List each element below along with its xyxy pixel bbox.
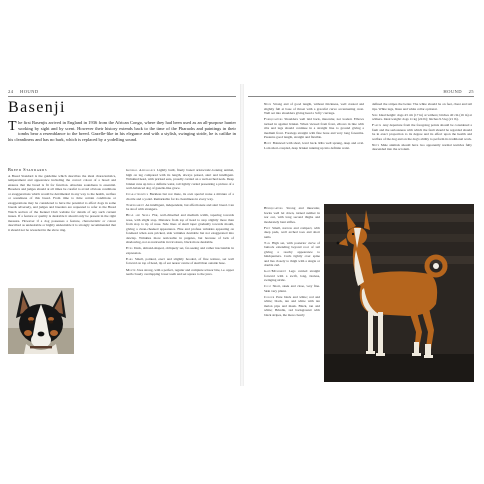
standard-entry — [264, 206, 320, 224]
standard-entry — [126, 192, 234, 201]
standard-term: Eyes — [126, 246, 135, 251]
breed-title: Basenji — [8, 99, 66, 116]
standard-term: Temperament — [126, 202, 146, 207]
right-page — [244, 84, 478, 386]
standard-entry — [126, 257, 234, 266]
standard-text: Strong and of good length, without thickness, well crested and slightly full at base of throat with a graceful curve accentuating crest. Well set into shoulders giving head a 'lofty' carriage. — [264, 102, 364, 115]
standards-text: A Breed Standard is the guideline which describes the ideal characteristics, temperament and appearance including the correct colour of a breed and ensures that the breed is fit for function. Absolute soundness is essential. Breeders and judges should at all times be careful to avoid obvious conditions or exaggerations which would be detrimental in any way to the health, welfare or soundness of this breed. From time to time certain conditions or exaggerations may be considered to have the potential to affect dogs in some breeds adversely, and judges and breeders are requested to refer to the Breed Watch section of the Kennel Club website for details of any such current issues. If a feature or quality is desirable it should only be present in the right measure. However if a dog possesses a feature, characteristic or colour described as undesirable or highly undesirable it is strongly recommended that it should not be rewarded in the show ring. — [8, 173, 116, 232]
standard-term: Gait/Movement — [264, 269, 289, 274]
standard-text: An intelligent, independent, but affectionate and alert breed. Can be aloof with strangers. — [126, 202, 234, 212]
standard-text: Flat, well-chiselled and medium width, tapering towards nose, with slight stop. Distance from top of head to stop slightly more than from stop to tip of nose. Side lines of skull taper gradually towards mouth, giving a clean-cheeked appearance. Fine and profuse wrinkles appearing on forehead when ears pricked, side wrinkles desirable but not exaggerated into dewlap. Wrinkles more noticeable in puppies, but because of lack of shadowing, not as noticeable in tricolours, black more desirable. — [126, 213, 234, 245]
right-page-header — [244, 89, 478, 97]
standard-term: Ears — [126, 256, 135, 261]
basenji-head-photo — [8, 288, 74, 354]
standard-term: Head and Skull — [126, 213, 153, 218]
standard-entry — [264, 226, 320, 240]
standard-term: Size — [372, 112, 379, 117]
page-number: 24 — [8, 89, 14, 94]
intro-paragraph — [8, 120, 236, 142]
standard-term: Neck — [264, 102, 273, 106]
standard-entry — [126, 268, 234, 277]
standard-text: Short, sleek and close, very fine. Skin very pliant. — [264, 284, 320, 293]
left-page-header — [4, 89, 240, 97]
standard-text: Jaws strong, with a perfect, regular and complete scissor bite, i.e. upper teeth closely overlapping lower teeth and set square to the jaws. — [126, 267, 234, 277]
standard-entry — [264, 141, 364, 150]
standard-term: Characteristics — [126, 192, 150, 197]
standard-term: Feet — [264, 225, 273, 230]
standard-term: Body — [264, 141, 273, 146]
standard-text: Lightly built, finely boned aristocratic-looking animal, high on leg compared with its length, always poised, alert and intelligent. Wrinkled head, with pricked ears, proudly carried on a well-arched neck. Deep brisket runs up into a definite waist, tail tightly curled presenting a picture of a well-balanced dog of gazelle-like grace. — [126, 168, 235, 190]
right-column-1 — [264, 102, 364, 152]
standard-entry — [372, 143, 472, 152]
standard-text: Small, narrow and compact, with deep pads, well arched toes and short nails. — [264, 225, 320, 239]
standard-entry — [126, 213, 234, 245]
standard-entry — [264, 269, 320, 283]
running-head: HOUND — [20, 89, 39, 94]
standard-term: Colour — [264, 294, 277, 299]
standard-entry — [264, 295, 320, 318]
standard-term: General Appearance — [126, 168, 157, 172]
header-rule — [8, 96, 236, 97]
standard-entry — [372, 123, 472, 141]
standard-term: Faults — [372, 123, 383, 128]
standard-text: defined the stripes the better. The white should be on feet, chest and tail tips. White legs, blaze and white collar optional. — [372, 102, 472, 111]
standards-column — [8, 168, 116, 234]
header-rule — [248, 96, 474, 97]
standard-term: Coat — [264, 284, 273, 289]
standards-heading: Breed Standards — [8, 167, 48, 172]
standard-term: Note — [372, 142, 381, 147]
standard-text: Ideal height: dogs 43 cm (17 in) at withers; bitches 40 cm (16 in) at withers. Ideal weight: dogs 11 kg (24 lb); bitches 9.5 kg (21 lb). — [372, 112, 472, 122]
standard-entry — [264, 284, 320, 293]
right-column-2 — [372, 102, 472, 153]
standard-text: Shoulders well laid back, muscular, not loaded. Elbows tucked in against brisket. When viewed from front, elbows in line with ribs and legs should continue in a straight line to ground giving a medium front. Forelegs straight with fine bone and very long forearms. Pasterns good length, straight and flexible. — [264, 117, 364, 140]
standard-text: High set, with posterior curve of buttock extending beyond root of tail giving a reachy appearance to hindquarters. Curls tightly over spine and lies closely to thigh with a single or double curl. — [264, 240, 320, 268]
standard-text: Small, pointed, erect and slightly hooded, of fine texture, set well forward on top of head, tip of ear nearer centre of skull than outside base. — [126, 256, 234, 266]
standard-text: Dark, almond-shaped, obliquely set, far-seeing and rather inscrutable in expression. — [126, 246, 234, 255]
standard-text: Legs carried straight forward with a swift, long, tireless, swinging stride. — [264, 269, 320, 283]
standard-entry — [372, 113, 472, 122]
standard-term: Hindquarters — [264, 206, 287, 210]
left-standard-column — [126, 168, 234, 278]
standard-term: Mouth — [126, 267, 137, 272]
standard-entry — [264, 241, 320, 268]
standard-text: Strong and muscular, hocks well let down, turned neither in nor out, with long second thighs and moderately bent stifles. — [264, 206, 321, 224]
standard-entry — [264, 117, 364, 140]
standard-text: Any departure from the foregoing points should be considered a fault and the seriousness with which the fault should be regarded should be in exact proportion to its degree and its effect upon the health and welfare of the dog and on the dog's ability to perform its traditional work. — [372, 123, 472, 141]
page-number: 25 — [468, 89, 474, 94]
running-head: HOUND — [443, 89, 462, 94]
standard-entry — [372, 102, 472, 111]
standard-entry — [126, 168, 234, 191]
intro-text: he first Basenjis arrived in England in 1936 from the African Congo, where they had been used as an all-purpose hunter working by sight and by scent. However their history extends back to the time of the Pharaohs and paintings in their tombs bear a resemblance to the breed. Gazelle-like in his elegance and with a stylish, swinging stride, he is catlike in his cleanliness and has no bark, which is replaced by a yodelling sound. — [8, 120, 236, 142]
left-page — [4, 84, 240, 386]
standard-entry — [126, 203, 234, 212]
standard-text: Barkless but not mute, its own special noise a mixture of a chortle and a yodel. Remarkable for its cleanliness in every way. — [126, 192, 235, 201]
right-column-1-lower — [264, 206, 320, 319]
drop-cap: T — [8, 119, 17, 134]
book-spread — [4, 84, 478, 386]
standard-entry — [126, 246, 234, 255]
standard-text: Male animals should have two apparently normal testicles fully descended into the scrotum. — [372, 142, 473, 152]
basenji-standing-photo — [324, 204, 474, 382]
standard-text: Pure black and white; red and white; black, tan and white with tan melon pips and mask. Black, tan and white; Brindle, red background with black stripes, the more clearly — [264, 294, 320, 317]
standard-term: Tail — [264, 240, 273, 245]
standard-entry — [264, 102, 364, 116]
standard-text: Balanced with short, level back. Ribs well sprung, deep and oval. Loin short-coupled, deep brisket running up into definite waist. — [264, 141, 364, 150]
standard-term: Forequarters — [264, 117, 285, 122]
